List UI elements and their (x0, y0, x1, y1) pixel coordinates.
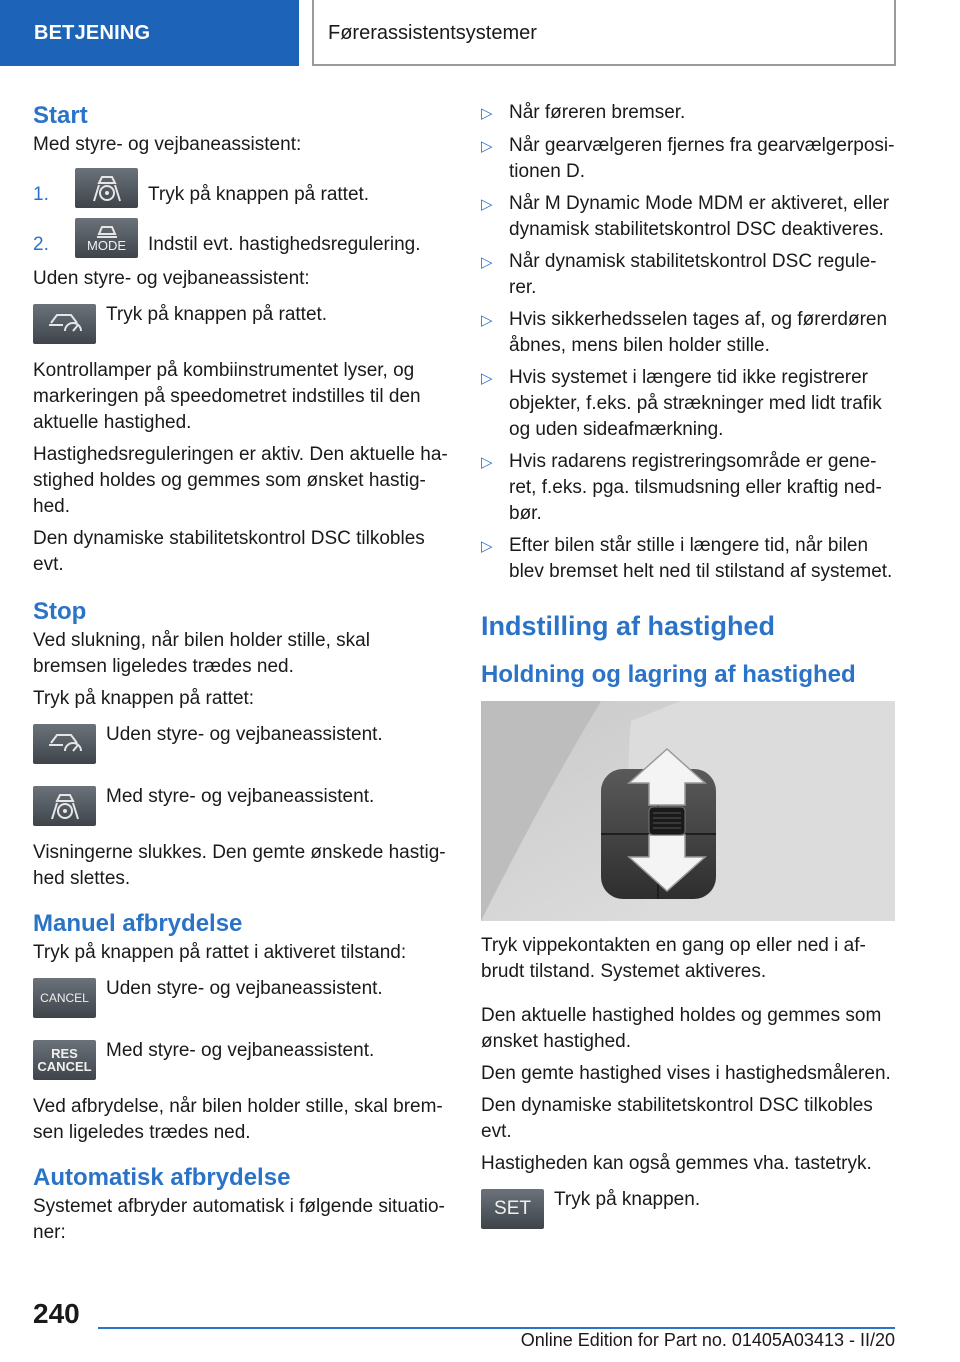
para-3: Den dynamiske stabilitetskontrol DSC tilkobles evt. (33, 528, 425, 575)
para-1: Tryk vippekontakten en gang op eller ned i af-brudt tilstand. Systemet aktiveres. (481, 935, 866, 982)
res-cancel-button-icon (33, 1040, 96, 1080)
step-1 (33, 170, 449, 208)
list-item: ▷ Når M Dynamic Mode MDM er aktiveret, eller dynamisk stabilitetskontrol DSC deaktiveres. (481, 191, 895, 243)
triangle-bullet-icon: ▷ (481, 454, 493, 471)
mode-label: MODE (87, 237, 126, 253)
stop-item-text: Med styre- og vejbaneassistent. (106, 786, 375, 807)
chapter-title: Førerassistentsystemer (312, 0, 896, 66)
triangle-bullet-icon: ▷ (481, 196, 493, 213)
cancel-label: CANCEL (40, 990, 89, 1005)
lane-assist-steering-icon (33, 786, 96, 826)
section-label: BETJENING (0, 0, 299, 66)
stop-para-2: Tryk på knappen på rattet: (33, 688, 255, 709)
step-number: 1. (33, 184, 49, 205)
triangle-bullet-icon: ▷ (481, 312, 493, 329)
page-header (0, 0, 960, 66)
manual-para-1: Tryk på knappen på rattet i aktiveret tilstand: (33, 942, 407, 963)
stop-para-1: Ved slukning, når bilen holder stille, skal bremsen ligeledes trædes ned. (33, 630, 370, 677)
heading-manual: Manuel afbrydelse (33, 910, 243, 937)
auto-para: Systemet afbryder automatisk i følgende situatio-ner: (33, 1196, 445, 1243)
page-number: 240 (33, 1298, 80, 1329)
list-item: ▷ Når gearvælgeren fjernes fra gearvælgerposi-tionen D. (481, 133, 895, 185)
heading-speed-setting: Indstilling af hastighed (481, 611, 776, 641)
para-3: Den gemte hastighed vises i hastighedsmåleren. (481, 1063, 891, 1084)
without-assist-label: Uden styre- og vejbaneassistent: (33, 268, 310, 289)
para-2: Den aktuelle hastighed holdes og gemmes som ønsket hastighed. (481, 1005, 882, 1052)
triangle-bullet-icon: ▷ (481, 254, 493, 271)
start-intro: Med styre- og vejbaneassistent: (33, 134, 302, 155)
steering-wheel-photo (481, 701, 895, 921)
manual-item-2 (33, 1038, 449, 1080)
manual-item-text: Uden styre- og vejbaneassistent. (106, 978, 383, 999)
para-1: Kontrollamper på kombiinstrumentet lyser, og markeringen på speedometret indstilles til den aktuelle hastighed. (33, 360, 421, 433)
heading-stop: Stop (33, 598, 87, 625)
step-2 (33, 220, 449, 258)
mode-button-icon (75, 218, 138, 258)
stop-item-1 (33, 722, 449, 764)
triangle-bullet-icon: ▷ (481, 370, 493, 387)
set-button-icon (481, 1189, 544, 1229)
bullet-list (481, 100, 895, 585)
cruise-control-icon (33, 724, 96, 764)
list-item: ▷ Når føreren bremser. (481, 100, 895, 127)
heading-auto: Automatisk afbrydelse (33, 1164, 291, 1191)
heading-hold-store: Holdning og lagring af hastighed (481, 661, 856, 688)
set-label: SET (494, 1198, 531, 1219)
heading-start: Start (33, 102, 88, 129)
list-item: ▷ Når dynamisk stabilitetskontrol DSC regule-rer. (481, 249, 895, 301)
para-2: Hastighedsreguleringen er aktiv. Den aktuelle ha-stighed holdes og gemmes som ønsket hastig-hed. (33, 444, 448, 517)
list-item: ▷ Efter bilen står stille i længere tid, når bilen blev bremset helt ned til stilstand af systemet. (481, 533, 895, 585)
manual-para-2: Ved afbrydelse, når bilen holder stille, skal brem-sen ligeledes trædes ned. (33, 1096, 443, 1143)
edition-text: Online Edition for Part no. 01405A03413 - II/20 (520, 1330, 895, 1350)
para-4: Den dynamiske stabilitetskontrol DSC tilkobles evt. (481, 1095, 873, 1142)
manual-item-1 (33, 976, 449, 1018)
step-number: 2. (33, 234, 49, 255)
triangle-bullet-icon: ▷ (481, 138, 493, 155)
set-text: Tryk på knappen. (554, 1189, 701, 1210)
triangle-bullet-icon: ▷ (481, 105, 493, 122)
res-label: RES (51, 1046, 78, 1061)
cancel-button-icon (33, 978, 96, 1018)
right-column (481, 100, 895, 1237)
triangle-bullet-icon: ▷ (481, 538, 493, 555)
list-item: ▷ Hvis systemet i længere tid ikke registrerer objekter, f.eks. på strækninger med lidt trafik og uden sideafmærkning. (481, 365, 895, 443)
set-button-row (481, 1187, 895, 1229)
press-text: Tryk på knappen på rattet. (106, 304, 328, 325)
left-column (33, 100, 449, 1252)
cruise-button-row (33, 302, 449, 344)
stop-item-2 (33, 784, 449, 826)
stop-para-3: Visningerne slukkes. Den gemte ønskede hastig-hed slettes. (33, 842, 446, 889)
para-5: Hastigheden kan også gemmes vha. tastetryk. (481, 1153, 872, 1174)
list-item: ▷ Hvis sikkerhedsselen tages af, og førerdøren åbnes, mens bilen holder stille. (481, 307, 895, 359)
cruise-control-icon (33, 304, 96, 344)
stop-item-text: Uden styre- og vejbaneassistent. (106, 724, 383, 745)
manual-item-text: Med styre- og vejbaneassistent. (106, 1040, 375, 1061)
list-item: ▷ Hvis radarens registreringsområde er gene-ret, f.eks. pga. tilsmudsning eller kraftig ned-bør. (481, 449, 895, 527)
step-text: Indstil evt. hastighedsregulering. (148, 234, 421, 255)
step-text: Tryk på knappen på rattet. (148, 184, 370, 205)
footer-divider (98, 1327, 895, 1329)
cancel-label: CANCEL (37, 1059, 92, 1074)
lane-assist-steering-icon (75, 168, 138, 208)
